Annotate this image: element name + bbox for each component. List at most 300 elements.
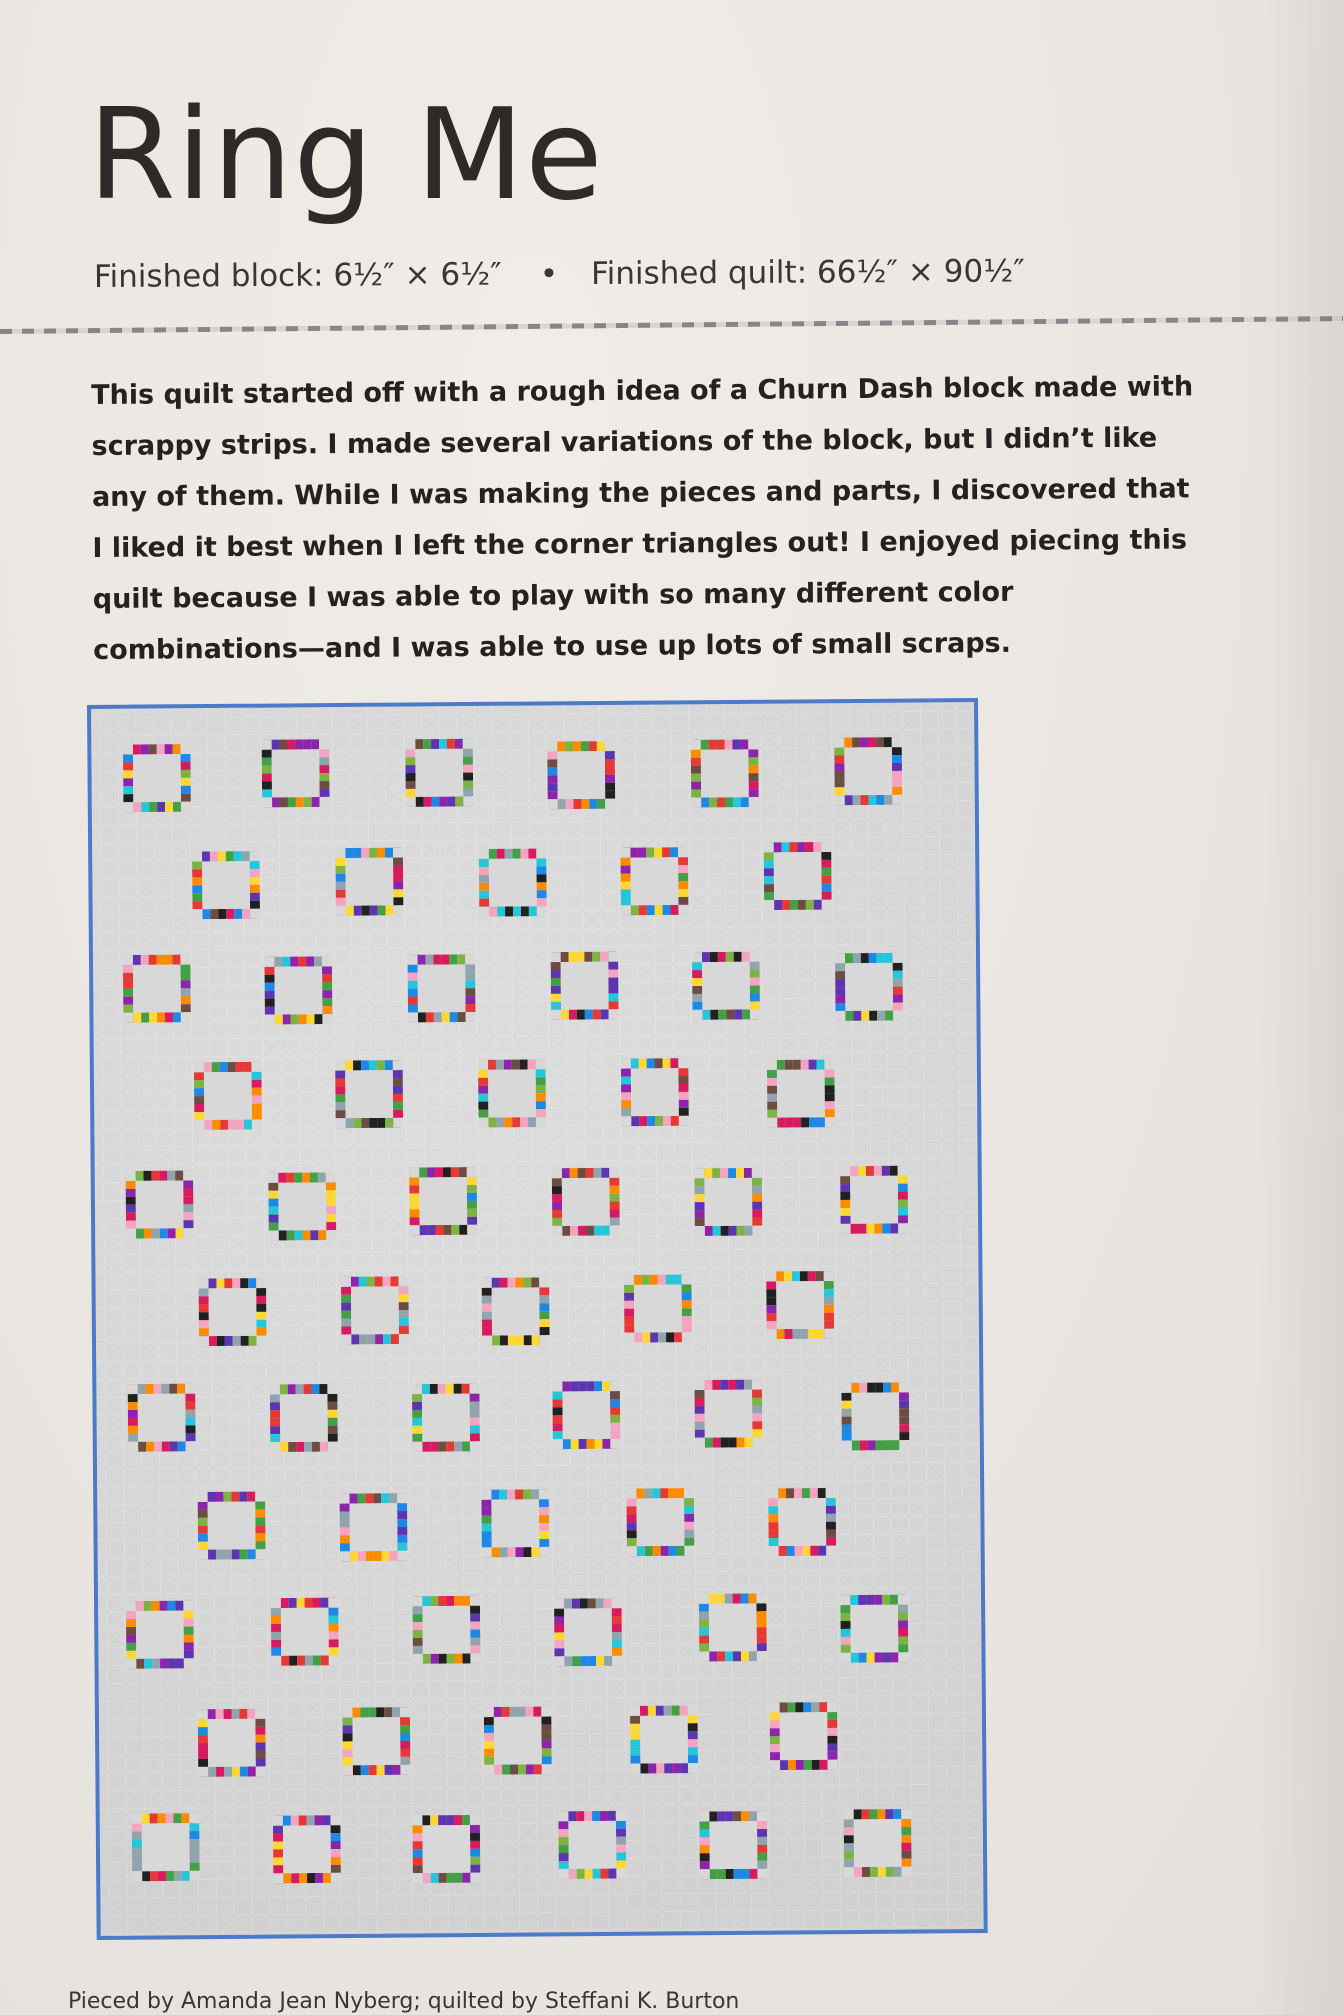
scrap-piece <box>858 1224 866 1234</box>
scrap-piece <box>827 1736 837 1744</box>
scrap-piece <box>631 1059 639 1069</box>
scrap-piece <box>704 1380 712 1390</box>
scrap-piece <box>378 905 386 915</box>
scrap-piece <box>610 1407 620 1415</box>
scrap-piece <box>749 1811 757 1821</box>
scrap-piece <box>508 1335 516 1345</box>
scrap-piece <box>400 1733 410 1741</box>
scrap-piece <box>858 1595 866 1605</box>
scrap-piece <box>218 909 226 919</box>
scrap-piece <box>341 1326 351 1334</box>
scrap-piece <box>876 795 884 805</box>
block-corner <box>181 1012 191 1022</box>
ring-block <box>335 1060 403 1128</box>
scrap-piece <box>588 1656 596 1666</box>
scrap-piece <box>283 1873 291 1883</box>
scrap-piece <box>733 797 741 807</box>
scrap-piece <box>315 1815 323 1825</box>
scrap-piece <box>562 1168 570 1178</box>
scrap-piece <box>840 1200 850 1208</box>
scrap-piece <box>752 1210 762 1218</box>
scrap-piece <box>454 1441 462 1451</box>
scrap-piece <box>570 1381 578 1391</box>
scrap-piece <box>868 1440 876 1450</box>
scrap-piece <box>413 1865 423 1873</box>
block-corner <box>268 1173 278 1183</box>
scrap-piece <box>326 1190 336 1198</box>
scrap-piece <box>280 1384 288 1394</box>
block-corner <box>621 905 631 915</box>
scrap-piece <box>835 971 845 979</box>
scrap-piece <box>457 954 465 964</box>
ring-block <box>264 956 332 1024</box>
block-corner <box>328 1598 338 1608</box>
scrap-piece <box>160 1658 168 1668</box>
scrap-piece <box>835 1003 845 1011</box>
scrap-piece <box>241 1336 249 1346</box>
scrap-piece <box>478 1086 488 1094</box>
scrap-piece <box>162 1441 170 1451</box>
block-center <box>561 962 609 1010</box>
block-corner <box>128 1384 138 1394</box>
scrap-piece <box>882 1223 890 1233</box>
scrap-piece <box>750 970 760 978</box>
scrap-piece <box>273 1865 283 1873</box>
scrap-piece <box>767 1102 777 1110</box>
scrap-piece <box>885 1809 893 1819</box>
scrap-piece <box>800 1271 808 1281</box>
scrap-piece <box>808 1271 816 1281</box>
scrap-piece <box>262 766 272 774</box>
block-center <box>709 1821 757 1869</box>
scrap-piece <box>764 860 774 868</box>
scrap-piece <box>840 1192 850 1200</box>
scrap-piece <box>572 1656 580 1666</box>
scrap-piece <box>678 1076 688 1084</box>
scrap-piece <box>294 1173 302 1183</box>
scrap-piece <box>123 762 133 770</box>
scrap-piece <box>244 1062 252 1072</box>
scrap-piece <box>470 1637 480 1645</box>
block-corner <box>482 1335 492 1345</box>
block-corner <box>691 797 701 807</box>
scrap-piece <box>585 1009 593 1019</box>
scrap-piece <box>699 1628 709 1636</box>
scrap-piece <box>252 1104 262 1112</box>
scrap-piece <box>725 1811 733 1821</box>
scrap-piece <box>725 1594 733 1604</box>
scrap-piece <box>410 1201 420 1209</box>
scrap-piece <box>256 1750 266 1758</box>
scrap-piece <box>594 1381 602 1391</box>
scrap-piece <box>819 1702 827 1712</box>
scrap-piece <box>427 1167 435 1177</box>
scrap-piece <box>443 1167 451 1177</box>
scrap-piece <box>353 1118 361 1128</box>
scrap-piece <box>446 1815 454 1825</box>
scrap-piece <box>144 1228 152 1238</box>
scrap-piece <box>852 1440 860 1450</box>
scrap-piece <box>647 1116 655 1126</box>
scrap-piece <box>198 1727 208 1735</box>
scrap-piece <box>767 1110 777 1118</box>
block-center <box>557 751 605 799</box>
block-corner <box>824 1060 834 1070</box>
block-center <box>494 1717 542 1765</box>
block-corner <box>469 1384 479 1394</box>
scrap-piece <box>720 1168 728 1178</box>
scrap-piece <box>710 952 718 962</box>
block-corner <box>465 954 475 964</box>
scrap-piece <box>279 1230 287 1240</box>
scrap-piece <box>178 1441 186 1451</box>
scrap-piece <box>553 1423 563 1431</box>
ring-block <box>691 739 759 807</box>
scrap-piece <box>173 802 181 812</box>
scrap-piece <box>133 955 141 965</box>
scrap-piece <box>630 1748 640 1756</box>
scrap-piece <box>684 1522 694 1530</box>
block-corner <box>193 909 203 919</box>
scrap-piece <box>375 1277 383 1287</box>
scrap-piece <box>218 851 226 861</box>
block-corner <box>467 1225 477 1235</box>
scrap-piece <box>827 1720 837 1728</box>
block-corner <box>400 1765 410 1775</box>
block-corner <box>764 900 774 910</box>
scrap-piece <box>149 802 157 812</box>
scrap-piece <box>505 906 513 916</box>
scrap-piece <box>176 1658 184 1668</box>
scrap-piece <box>898 1199 908 1207</box>
block-corner <box>621 1059 631 1069</box>
scrap-piece <box>901 1851 911 1859</box>
scrap-piece <box>326 1182 336 1190</box>
scrap-piece <box>824 1313 834 1321</box>
block-center <box>208 1502 256 1550</box>
scrap-piece <box>143 1171 151 1181</box>
scrap-piece <box>718 1010 726 1020</box>
scrap-piece <box>385 905 393 915</box>
scrap-piece <box>255 1735 265 1743</box>
scrap-piece <box>198 1759 208 1767</box>
scrap-piece <box>691 766 701 774</box>
scrap-piece <box>558 1821 568 1829</box>
scrap-piece <box>700 1861 710 1869</box>
scrap-piece <box>194 1096 204 1104</box>
scrap-piece <box>208 1709 216 1719</box>
scrap-piece <box>882 1595 890 1605</box>
scrap-piece <box>467 1201 477 1209</box>
scrap-piece <box>851 1653 859 1663</box>
scrap-piece <box>248 1766 256 1776</box>
scrap-piece <box>542 1756 552 1764</box>
scrap-piece <box>639 1058 647 1068</box>
scrap-piece <box>190 1863 200 1871</box>
scrap-piece <box>654 847 662 857</box>
scrap-piece <box>757 1627 767 1635</box>
scrap-piece <box>891 1440 899 1450</box>
scrap-piece <box>366 1551 374 1561</box>
ring-block <box>342 1707 410 1775</box>
scrap-piece <box>341 1303 351 1311</box>
block-corner <box>699 1812 709 1822</box>
scrap-piece <box>432 797 440 807</box>
scrap-piece <box>336 866 346 874</box>
block-center <box>630 857 678 905</box>
scrap-piece <box>430 1596 438 1606</box>
block-corner <box>553 1439 563 1449</box>
scrap-piece <box>608 962 618 970</box>
scrap-piece <box>192 861 202 869</box>
scrap-piece <box>336 1110 346 1118</box>
scrap-piece <box>562 1226 570 1236</box>
scrap-piece <box>842 1433 852 1441</box>
scrap-piece <box>306 957 314 967</box>
scrap-piece <box>383 1334 391 1344</box>
block-center <box>351 1286 399 1334</box>
scrap-piece <box>826 1522 836 1530</box>
scrap-piece <box>610 1431 620 1439</box>
scrap-piece <box>328 1616 338 1624</box>
scrap-piece <box>521 906 529 916</box>
scrap-piece <box>805 842 813 852</box>
block-corner <box>479 1117 489 1127</box>
scrap-piece <box>893 1809 901 1819</box>
scrap-piece <box>383 1276 391 1286</box>
scrap-piece <box>358 1551 366 1561</box>
scrap-piece <box>570 1168 578 1178</box>
scrap-piece <box>256 1312 266 1320</box>
scrap-piece <box>749 781 759 789</box>
scrap-piece <box>192 893 202 901</box>
scrap-piece <box>412 1434 422 1442</box>
block-corner <box>470 1653 480 1663</box>
block-corner <box>470 1815 480 1825</box>
scrap-piece <box>280 797 288 807</box>
scrap-piece <box>883 1440 891 1450</box>
block-corner <box>322 956 332 966</box>
scrap-piece <box>141 744 149 754</box>
scrap-piece <box>621 1069 631 1077</box>
scrap-piece <box>726 1010 734 1020</box>
scrap-piece <box>479 883 489 891</box>
scrap-piece <box>470 1394 480 1402</box>
ring-block <box>481 1489 549 1557</box>
scrap-piece <box>343 1725 353 1733</box>
scrap-piece <box>132 1839 142 1847</box>
block-corner <box>256 1278 266 1288</box>
scrap-piece <box>585 1869 593 1879</box>
finished-sizes <box>93 253 1025 295</box>
block-corner <box>262 740 272 750</box>
scrap-piece <box>605 767 615 775</box>
scrap-piece <box>173 1813 181 1823</box>
scrap-piece <box>312 1598 320 1608</box>
scrap-piece <box>695 1218 705 1226</box>
scrap-piece <box>439 1654 447 1664</box>
scrap-piece <box>554 1640 564 1648</box>
scrap-piece <box>287 740 295 750</box>
scrap-piece <box>412 1418 422 1426</box>
scrap-piece <box>531 1489 539 1499</box>
scrap-piece <box>256 1541 266 1549</box>
block-corner <box>836 1011 846 1021</box>
scrap-piece <box>123 794 133 802</box>
block-corner <box>198 1767 208 1777</box>
scrap-piece <box>899 1408 909 1416</box>
scrap-piece <box>798 900 806 910</box>
scrap-piece <box>181 1004 191 1012</box>
scrap-piece <box>678 857 688 865</box>
scrap-piece <box>255 1501 265 1509</box>
scrap-piece <box>126 1221 136 1229</box>
scrap-piece <box>713 1438 721 1448</box>
scrap-piece <box>804 1760 812 1770</box>
scrap-piece <box>252 1112 262 1120</box>
scrap-piece <box>150 1871 158 1881</box>
block-corner <box>409 1168 419 1178</box>
scrap-piece <box>695 1202 705 1210</box>
scrap-piece <box>406 781 416 789</box>
scrap-piece <box>593 1168 601 1178</box>
scrap-piece <box>679 1084 689 1092</box>
scrap-piece <box>688 1755 698 1763</box>
block-corner <box>768 1488 778 1498</box>
scrap-piece <box>419 1167 427 1177</box>
scrap-piece <box>198 1743 208 1751</box>
scrap-piece <box>752 1405 762 1413</box>
scrap-piece <box>369 848 377 858</box>
scrap-piece <box>699 1612 709 1620</box>
scrap-piece <box>194 1088 204 1096</box>
scrap-piece <box>443 1225 451 1235</box>
scrap-piece <box>835 779 845 787</box>
scrap-piece <box>393 858 403 866</box>
scrap-piece <box>678 1068 688 1076</box>
block-corner <box>558 1811 568 1821</box>
scrap-piece <box>662 1058 670 1068</box>
scrap-piece <box>589 741 597 751</box>
scrap-piece <box>721 1437 729 1447</box>
scrap-piece <box>353 848 361 858</box>
scrap-piece <box>741 1811 749 1821</box>
ring-block <box>551 952 619 1020</box>
scrap-piece <box>470 1425 480 1433</box>
scrap-piece <box>695 1194 705 1202</box>
block-corner <box>901 1809 911 1819</box>
scrap-piece <box>584 952 592 962</box>
scrap-piece <box>841 1645 851 1653</box>
scrap-piece <box>811 1702 819 1712</box>
scrap-piece <box>226 909 234 919</box>
scrap-piece <box>752 1218 762 1226</box>
scrap-piece <box>329 1639 339 1647</box>
scrap-piece <box>822 884 832 892</box>
scrap-piece <box>126 1643 136 1651</box>
scrap-piece <box>528 1117 536 1127</box>
scrap-piece <box>757 1853 767 1861</box>
scrap-piece <box>700 1853 710 1861</box>
scrap-piece <box>438 1815 446 1825</box>
scrap-piece <box>336 882 346 890</box>
scrap-piece <box>610 1210 620 1218</box>
scrap-piece <box>393 881 403 889</box>
scrap-piece <box>442 1012 450 1022</box>
scrap-piece <box>875 1652 883 1662</box>
scrap-piece <box>861 1011 869 1021</box>
ring-block <box>194 1062 262 1130</box>
block-corner <box>265 1014 275 1024</box>
scrap-piece <box>610 1391 620 1399</box>
scrap-piece <box>752 1178 762 1186</box>
scrap-piece <box>312 1442 320 1452</box>
scrap-piece <box>322 982 332 990</box>
scrap-piece <box>183 1212 193 1220</box>
scrap-piece <box>593 1009 601 1019</box>
ring-block <box>484 1707 552 1775</box>
scrap-piece <box>352 1708 360 1718</box>
scrap-piece <box>563 1439 571 1449</box>
block-corner <box>555 1656 565 1666</box>
scrap-piece <box>845 795 853 805</box>
scrap-piece <box>890 1166 898 1176</box>
scrap-piece <box>296 797 304 807</box>
scrap-piece <box>465 1004 475 1012</box>
scrap-piece <box>748 1593 756 1603</box>
scrap-piece <box>288 797 296 807</box>
scrap-piece <box>609 1186 619 1194</box>
block-corner <box>198 1550 208 1560</box>
scrap-piece <box>269 1207 279 1215</box>
block-corner <box>898 1595 908 1605</box>
scrap-piece <box>672 1763 680 1773</box>
block-center <box>634 1285 682 1333</box>
scrap-piece <box>470 1841 480 1849</box>
scrap-piece <box>890 1595 898 1605</box>
scrap-piece <box>385 1118 393 1128</box>
block-center <box>704 1178 752 1226</box>
scrap-piece <box>488 1117 496 1127</box>
scrap-piece <box>741 1651 749 1661</box>
scrap-piece <box>252 1096 262 1104</box>
scrap-piece <box>695 1390 705 1398</box>
scrap-piece <box>424 797 432 807</box>
scrap-piece <box>319 781 329 789</box>
block-center <box>281 1608 329 1656</box>
scrap-piece <box>769 1530 779 1538</box>
block-center <box>854 1819 902 1867</box>
scrap-piece <box>678 865 688 873</box>
scrap-piece <box>539 1287 549 1295</box>
scrap-piece <box>220 1120 228 1130</box>
scrap-piece <box>189 1831 199 1839</box>
scrap-piece <box>413 1841 423 1849</box>
block-corner <box>682 1332 692 1342</box>
scrap-piece <box>215 1492 223 1502</box>
scrap-piece <box>782 842 790 852</box>
scrap-piece <box>450 1012 458 1022</box>
block-corner <box>609 1009 619 1019</box>
scrap-piece <box>692 1002 702 1010</box>
scrap-piece <box>552 1202 562 1210</box>
scrap-piece <box>834 755 844 763</box>
scrap-piece <box>539 1303 549 1311</box>
scrap-piece <box>128 1426 138 1434</box>
block-corner <box>194 1062 204 1072</box>
scrap-piece <box>242 909 250 919</box>
scrap-piece <box>329 1631 339 1639</box>
